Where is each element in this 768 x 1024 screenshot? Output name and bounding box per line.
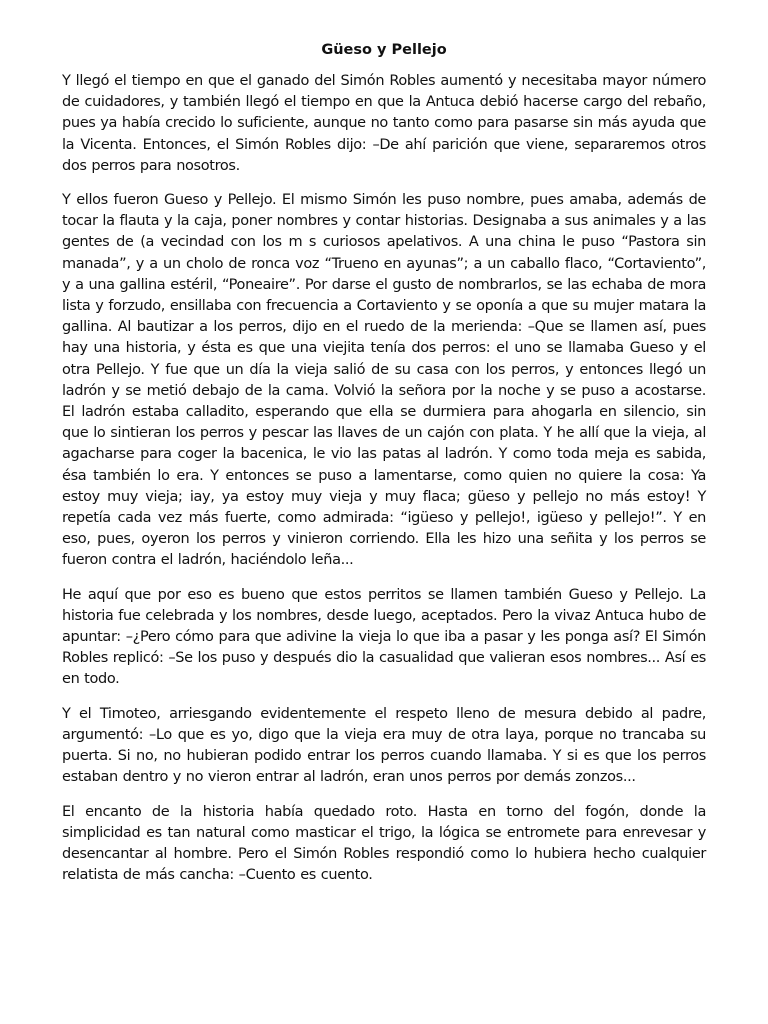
paragraph-4: Y el Timoteo, arriesgando evidentemente el respeto lleno de mesura debido al padre, argumentó: –Lo que es yo, digo que la vieja era muy de otra laya, porque no trancaba su puerta. Si no, no hubieran podido entrar los perros cuando llamaba. Y si es que los perros estaban dentro y no vieron entrar al ladrón, eran unos perros por demás zonzos...: [62, 705, 706, 786]
document-page: [62, 38, 706, 899]
paragraph-3: He aquí que por eso es bueno que estos perritos se llamen también Gueso y Pellejo. La historia fue celebrada y los nombres, desde luego, aceptados. Pero la vivaz Antuca hubo de apuntar: –¿Pero cómo para que adivine la vieja lo que iba a pasar y les ponga así? El Simón Robles replicó: –Se los puso y después dio la casualidad que valieran esos nombres... Así es en todo.: [62, 586, 706, 688]
paragraph-1: Y llegó el tiempo en que el ganado del Simón Robles aumentó y necesitaba mayor número de cuidadores, y también llegó el tiempo en que la Antuca debió hacerse cargo del rebaño, pues ya había crecido lo suficiente, aunque no tanto como para pasarse sin más ayuda que la Vicenta. Entonces, el Simón Robles dijo: –De ahí parición que viene, separaremos otros dos perros para nosotros.: [62, 73, 706, 174]
paragraph-2: Y ellos fueron Gueso y Pellejo. El mismo Simón les puso nombre, pues amaba, además de tocar la flauta y la caja, poner nombres y contar historias. Designaba a sus animales y a las gentes de (a vecindad con los m s curiosos apelativos. A una china le puso “Pastora sin manada”, y a un cholo de ronca voz “Trueno en ayunas”; a un caballo flaco, “Cortaviento”, y a una gallina estéril, “Poneaire”. Por darse el gusto de nombrarlos, se las echaba de mora lista y forzudo, ensillaba con frecuencia a Cortaviento y se oponía a que su mujer matara la gallina. Al bautizar a los perros, dijo en el ruedo de la merienda: –Que se llamen así, pues hay una historia, y ésta es que una viejita tenía dos perros: el uno se llamaba Gueso y el otra Pellejo. Y fue que un día la vieja salió de su casa con los perros, y entonces llegó un ladrón y se metió debajo de la cama. Volvió la señora por la noche y se puso a acostarse. El ladrón estaba calladito, esperando que ella se durmiera para ahogarla en silencio, sin que lo sintieran los perros y pescar las llaves de un cajón con plata. Y he allí que la vieja, al agacharse para coger la bacenica, le vio las patas al ladrón. Y como toda meja es sabida, ésa también lo era. Y entonces se puso a lamentarse, como quien no quiere la cosa: Ya estoy muy vieja; iay, ya estoy muy vieja y muy flaca; güeso y pellejo no más estoy! Y repetía cada vez más fuerte, como admirada: “igüeso y pellejo!, igüeso y pellejo!”. Y en eso, pues, oyeron los perros y vinieron corriendo. Ella les hizo una señita y los perros se fueron contra el ladrón, haciéndolo leña...: [62, 192, 706, 569]
document-title: Güeso y Pellejo: [321, 42, 447, 58]
paragraph-5: El encanto de la historia había quedado roto. Hasta en torno del fogón, donde la simplicidad es tan natural como masticar el trigo, la lógica se entromete para enrevesar y desencantar al hombre. Pero el Simón Robles respondió como lo hubiera hecho cualquier relatista de más cancha: –Cuento es cuento.: [62, 803, 706, 884]
